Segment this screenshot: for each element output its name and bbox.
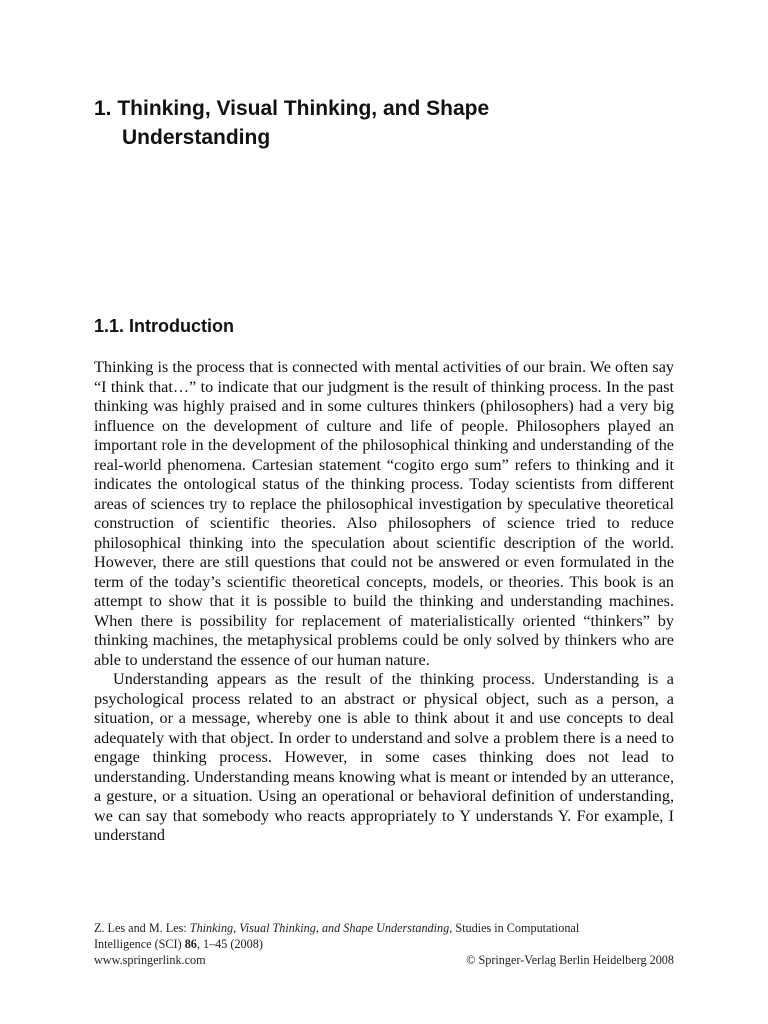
chapter-title-line2: Understanding	[122, 126, 271, 149]
footer-pages-year: , 1–45 (2008)	[196, 937, 263, 951]
footer-book-title: Thinking, Visual Thinking, and Shape Understanding	[189, 921, 450, 935]
citation-line-2	[94, 936, 674, 952]
footer-bottom-row	[94, 952, 674, 968]
footer-website: www.springerlink.com	[94, 953, 206, 967]
footer-series: , Studies in Computational	[449, 921, 580, 935]
page-footer	[94, 920, 674, 968]
paragraph-2: Understanding appears as the result of the thinking process. Understanding is a psychological process related to an abstract or physical object, such as a person, a situation, or a message, whereby one is able to think about it and use concepts to deal adequately with that object. In order to understand and solve a problem there is a need to engage thinking process. However, in some cases thinking does not lead to understanding. Understanding means knowing what is meant or intended by an utterance, a gesture, or a situation. Using an operational or behavioral definition of understanding, we can say that somebody who reacts appropriately to Y understands Y. For example, I understand	[94, 670, 674, 844]
chapter-title-line1: 1. Thinking, Visual Thinking, and Shape	[94, 97, 490, 120]
paragraph-1: Thinking is the process that is connected with mental activities of our brain. We often say “I think that…” to indicate that our judgment is the result of thinking process. In the past thinking was highly praised and in some cultures thinkers (philosophers) had a very big influence on the development of culture and life of people. Philosophers played an important role in the development of the philosophical thinking and understanding of the real-world phenomena. Cartesian statement “cogito ergo sum” refers to thinking and it indicates the ontological status of the thinking process. Today scientists from different areas of sciences try to replace the philosophical investigation by speculative theoretical construction of scientific theories. Also philosophers of science tried to reduce philosophical thinking into the speculation about scientific description of the world. However, there are still questions that could not be answered or even formulated in the term of the today’s scientific theoretical concepts, models, or theories. This book is an attempt to show that it is possible to build the thinking and understanding machines. When there is possibility for replacement of materialistically oriented “thinkers” by thinking machines, the metaphysical problems could be only solved by thinkers who are able to understand the essence of our human nature.	[94, 358, 674, 669]
footer-copyright: © Springer-Verlag Berlin Heidelberg 2008	[466, 953, 674, 967]
section-title: 1.1. Introduction	[94, 316, 235, 336]
body-text	[94, 358, 674, 846]
citation-line	[94, 920, 674, 936]
footer-authors: Z. Les and M. Les:	[94, 921, 187, 935]
chapter-title	[94, 94, 654, 152]
footer-series-line2: Intelligence (SCI)	[94, 937, 182, 951]
footer-volume: 86	[184, 937, 197, 951]
